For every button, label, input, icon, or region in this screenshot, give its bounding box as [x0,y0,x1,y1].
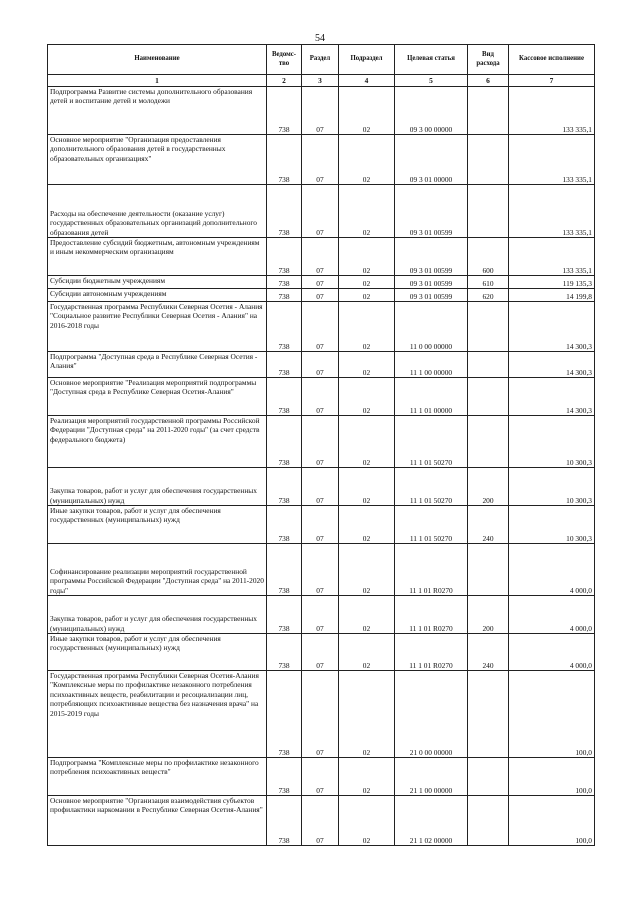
header-row [48,45,595,75]
row-name: Основное мероприятие "Реализация мероприятий подпрограммы "Доступная среда в Республике Северная Осетия-Алания" [48,378,267,416]
row-amount: 14 300,3 [509,378,595,416]
row-exp-type: 600 [468,238,509,276]
header-dept: Ведомс-тво [267,45,302,75]
row-subsection: 02 [339,544,395,596]
row-name: Основное мероприятие "Организация взаимодействия субъектов профилактики наркомании в Республике Северная Осетия-Алания" [48,796,267,846]
row-exp-type [468,796,509,846]
table-row [48,506,595,544]
row-dept: 738 [267,135,302,185]
row-exp-type: 240 [468,506,509,544]
header-section: Раздел [302,45,339,75]
row-amount: 133 335,1 [509,87,595,135]
row-dept: 738 [267,544,302,596]
row-subsection: 02 [339,352,395,378]
row-amount: 14 300,3 [509,302,595,352]
column-number: 6 [468,75,509,87]
row-target: 11 1 01 R0270 [395,544,468,596]
row-target: 21 0 00 00000 [395,671,468,758]
row-section: 07 [302,468,339,506]
row-name: Закупка товаров, работ и услуг для обеспечения государственных (муниципальных) нужд [48,596,267,634]
row-exp-type [468,544,509,596]
row-subsection: 02 [339,796,395,846]
row-subsection: 02 [339,135,395,185]
column-number: 3 [302,75,339,87]
row-amount: 100,0 [509,671,595,758]
row-name: Предоставление субсидий бюджетным, автономным учреждениям и иным некоммерческим организациям [48,238,267,276]
row-target: 21 1 00 00000 [395,758,468,796]
row-dept: 738 [267,185,302,238]
row-target: 11 1 01 50270 [395,416,468,468]
row-subsection: 02 [339,378,395,416]
row-subsection: 02 [339,758,395,796]
row-dept: 738 [267,276,302,289]
row-subsection: 02 [339,289,395,302]
row-exp-type: 610 [468,276,509,289]
row-exp-type [468,185,509,238]
row-section: 07 [302,87,339,135]
row-name: Расходы на обеспечение деятельности (оказание услуг) государственных образовательных организаций дополнительного образования детей [48,185,267,238]
row-amount: 14 300,3 [509,352,595,378]
row-dept: 738 [267,468,302,506]
row-exp-type [468,135,509,185]
row-subsection: 02 [339,276,395,289]
row-name: Иные закупки товаров, работ и услуг для обеспечения государственных (муниципальных) нужд [48,506,267,544]
row-exp-type [468,758,509,796]
row-target: 11 0 00 00000 [395,302,468,352]
row-name: Подпрограмма "Комплексные меры по профилактике незаконного потребления психоактивных веществ" [48,758,267,796]
row-exp-type [468,352,509,378]
budget-execution-table [47,44,595,846]
table-row [48,758,595,796]
row-section: 07 [302,634,339,671]
table-row [48,596,595,634]
row-section: 07 [302,378,339,416]
row-target: 11 1 01 00000 [395,378,468,416]
row-name: Закупка товаров, работ и услуг для обеспечения государственных (муниципальных) нужд [48,468,267,506]
row-exp-type [468,302,509,352]
table-row [48,135,595,185]
table-row [48,468,595,506]
column-number: 4 [339,75,395,87]
row-target: 11 1 01 50270 [395,468,468,506]
row-dept: 738 [267,758,302,796]
table-row [48,796,595,846]
row-dept: 738 [267,634,302,671]
row-subsection: 02 [339,302,395,352]
header-subsection: Подраздел [339,45,395,75]
row-target: 09 3 00 00000 [395,87,468,135]
table-row [48,378,595,416]
row-amount: 10 300,3 [509,468,595,506]
row-exp-type [468,87,509,135]
row-subsection: 02 [339,671,395,758]
row-section: 07 [302,135,339,185]
row-dept: 738 [267,506,302,544]
row-target: 09 3 01 00599 [395,276,468,289]
row-exp-type [468,378,509,416]
row-dept: 738 [267,378,302,416]
table-row [48,544,595,596]
row-amount: 100,0 [509,758,595,796]
row-name: Софинансирование реализации мероприятий государственной программы Российской Федерации "Доступная среда" на 2011-2020 годы" [48,544,267,596]
row-section: 07 [302,185,339,238]
row-exp-type: 200 [468,596,509,634]
row-amount: 4 000,0 [509,596,595,634]
row-dept: 738 [267,796,302,846]
row-target: 09 3 01 00599 [395,185,468,238]
row-name: Основное мероприятие "Организация предоставления дополнительного образования детей в государственных образовательных организациях" [48,135,267,185]
row-name: Субсидии бюджетным учреждениям [48,276,267,289]
row-amount: 100,0 [509,796,595,846]
row-target: 11 1 00 00000 [395,352,468,378]
row-exp-type: 200 [468,468,509,506]
row-target: 11 1 01 R0270 [395,596,468,634]
row-target: 09 3 01 00599 [395,238,468,276]
row-amount: 4 000,0 [509,634,595,671]
row-name: Подпрограмма Развитие системы дополнительного образования детей и воспитание детей и молодежи [48,87,267,135]
row-subsection: 02 [339,185,395,238]
row-target: 11 1 01 R0270 [395,634,468,671]
table-row [48,634,595,671]
page-number: 54 [315,33,325,44]
row-section: 07 [302,238,339,276]
row-dept: 738 [267,302,302,352]
row-section: 07 [302,416,339,468]
table-row [48,302,595,352]
row-amount: 10 300,3 [509,506,595,544]
row-name: Государственная программа Республики Северная Осетия - Алания "Социальное развитие Республики Северная Осетия - Алания" на 2016-2018 годы [48,302,267,352]
row-exp-type: 240 [468,634,509,671]
row-target: 09 3 01 00000 [395,135,468,185]
row-section: 07 [302,671,339,758]
column-number: 1 [48,75,267,87]
row-target: 21 1 02 00000 [395,796,468,846]
row-subsection: 02 [339,416,395,468]
row-section: 07 [302,352,339,378]
row-amount: 4 000,0 [509,544,595,596]
row-exp-type [468,671,509,758]
row-dept: 738 [267,87,302,135]
row-section: 07 [302,758,339,796]
table-row [48,185,595,238]
header-name: Наименование [48,45,267,75]
table-row [48,238,595,276]
row-name: Подпрограмма "Доступная среда в Республике Северная Осетия - Алания" [48,352,267,378]
row-amount: 133 335,1 [509,185,595,238]
table-row [48,87,595,135]
row-amount: 133 335,1 [509,238,595,276]
column-number: 2 [267,75,302,87]
table-row [48,352,595,378]
row-name: Реализация мероприятий государственной программы Российской Федерации "Доступная среда" на 2011-2020 годы" (за счет средств федерального бюджета) [48,416,267,468]
row-target: 11 1 01 50270 [395,506,468,544]
row-section: 07 [302,302,339,352]
row-section: 07 [302,796,339,846]
column-number: 7 [509,75,595,87]
table-row [48,276,595,289]
row-subsection: 02 [339,596,395,634]
table-row [48,416,595,468]
row-dept: 738 [267,289,302,302]
header-exp-type: Вид расхода [468,45,509,75]
row-dept: 738 [267,596,302,634]
row-target: 09 3 01 00599 [395,289,468,302]
row-dept: 738 [267,238,302,276]
row-dept: 738 [267,352,302,378]
column-number-row [48,75,595,87]
row-section: 07 [302,596,339,634]
row-subsection: 02 [339,506,395,544]
header-target: Целевая статья [395,45,468,75]
row-exp-type: 620 [468,289,509,302]
row-section: 07 [302,506,339,544]
table-row [48,289,595,302]
row-name: Иные закупки товаров, работ и услуг для обеспечения государственных (муниципальных) нужд [48,634,267,671]
row-section: 07 [302,289,339,302]
row-amount: 119 135,3 [509,276,595,289]
row-subsection: 02 [339,87,395,135]
row-subsection: 02 [339,238,395,276]
row-amount: 10 300,3 [509,416,595,468]
row-amount: 14 199,8 [509,289,595,302]
row-subsection: 02 [339,468,395,506]
row-dept: 738 [267,671,302,758]
row-section: 07 [302,276,339,289]
row-amount: 133 335,1 [509,135,595,185]
row-subsection: 02 [339,634,395,671]
column-number: 5 [395,75,468,87]
table-row [48,671,595,758]
row-exp-type [468,416,509,468]
row-name: Государственная программа Республики Северная Осетия-Алания "Комплексные меры по профилактике незаконного потребления психоактивных веществ, реабилитации и ресоциализации лиц, потребляющих психоактивные вещества без назначения врача" на 2015-2019 годы [48,671,267,758]
row-dept: 738 [267,416,302,468]
row-name: Субсидии автономным учреждениям [48,289,267,302]
row-section: 07 [302,544,339,596]
header-cash: Кассовое исполнение [509,45,595,75]
